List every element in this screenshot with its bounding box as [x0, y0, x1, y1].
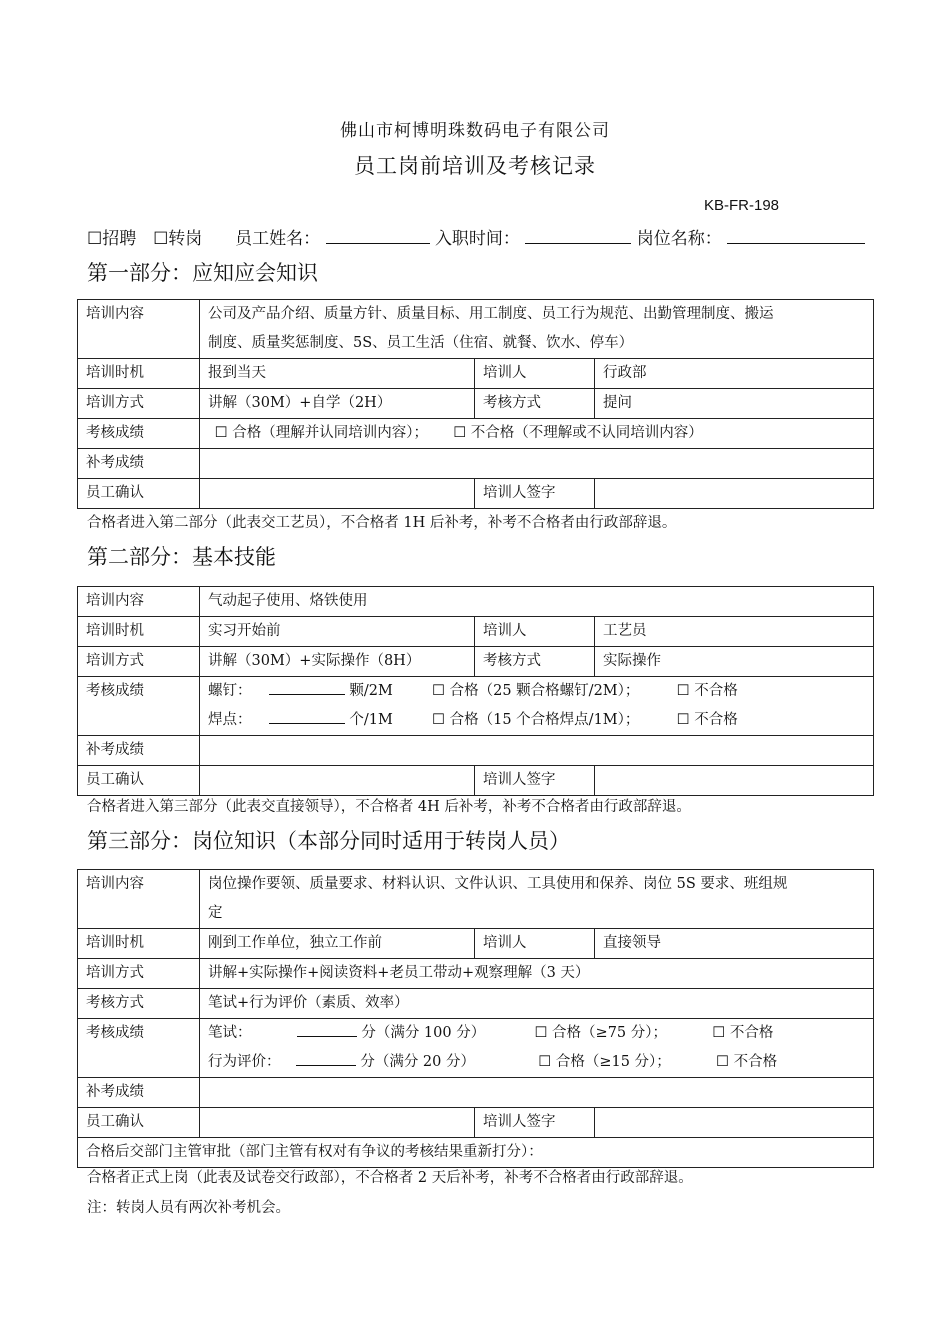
- cell-label: 培训内容: [78, 587, 200, 617]
- cell-value: [200, 1019, 874, 1078]
- form-code: KB-FR-198: [704, 197, 780, 214]
- behavior-unit: 分（满分 20 分）: [360, 1054, 475, 1070]
- cell-label: 考核方式: [475, 647, 595, 677]
- table-row: [78, 766, 874, 796]
- trainer-signature-field[interactable]: [595, 766, 874, 796]
- solder-label: 焊点：: [208, 712, 252, 728]
- cell-label: 培训时机: [78, 929, 200, 959]
- cell-label: 培训方式: [78, 959, 200, 989]
- cell-label: 员工确认: [78, 766, 200, 796]
- cell-label: 培训人签字: [475, 1108, 595, 1138]
- behavior-label: 行为评价：: [208, 1054, 281, 1070]
- solder-count-field[interactable]: [269, 709, 345, 724]
- cell-label: 考核成绩: [78, 419, 200, 449]
- screw-fail-checkbox[interactable]: ☐ 不合格: [676, 683, 738, 699]
- cell-value: 行政部: [595, 359, 874, 389]
- cell-value: [200, 300, 874, 359]
- cell-label: 补考成绩: [78, 736, 200, 766]
- solder-fail-checkbox[interactable]: ☐ 不合格: [676, 712, 738, 728]
- part3-heading: 第三部分：岗位知识（本部分同时适用于转岗人员）: [87, 829, 570, 853]
- table-row: [78, 1078, 874, 1108]
- cell-value: 工艺员: [595, 617, 874, 647]
- cell-label: 员工确认: [78, 479, 200, 509]
- table-row: [78, 647, 874, 677]
- part1-footnote: 合格者进入第二部分（此表交工艺员），不合格者 1H 后补考，补考不合格者由行政部辞退。: [87, 515, 677, 531]
- table-row: [78, 929, 874, 959]
- cell-value: 实习开始前: [200, 617, 475, 647]
- cell-value: 讲解（30M）+实际操作（8H）: [200, 647, 475, 677]
- retake-field[interactable]: [200, 449, 874, 479]
- table-row: [78, 989, 874, 1019]
- cell-value: 直接领导: [595, 929, 874, 959]
- cell-label: 考核成绩: [78, 1019, 200, 1078]
- solder-unit: 个/1M: [349, 712, 393, 728]
- cell-value: 刚到工作单位，独立工作前: [200, 929, 475, 959]
- table-row: [78, 677, 874, 736]
- table-row: [78, 300, 874, 359]
- employee-confirm-field[interactable]: [200, 766, 475, 796]
- cell-label: 培训内容: [78, 300, 200, 359]
- cell-value: 报到当天: [200, 359, 475, 389]
- screw-unit: 颗/2M: [349, 683, 393, 699]
- cell-label: 培训方式: [78, 647, 200, 677]
- part3-table: [77, 869, 874, 1168]
- cell-label: 补考成绩: [78, 1078, 200, 1108]
- solder-score-line: [208, 706, 865, 735]
- table-row: [78, 736, 874, 766]
- cell-label: 员工确认: [78, 1108, 200, 1138]
- employee-info-line: [87, 224, 865, 249]
- screw-label: 螺钉：: [208, 683, 252, 699]
- post-name-field[interactable]: [727, 229, 865, 244]
- recruit-checkbox[interactable]: ☐招聘: [87, 229, 137, 249]
- screw-score-line: [208, 677, 865, 706]
- cell-label: 培训人签字: [475, 766, 595, 796]
- part1-table: [77, 299, 874, 509]
- behavior-score-line: [208, 1048, 865, 1077]
- trainer-signature-field[interactable]: [595, 1108, 874, 1138]
- pass-checkbox[interactable]: ☐ 合格（理解并认同培训内容）；: [214, 425, 428, 441]
- table-row: [78, 449, 874, 479]
- trainer-signature-field[interactable]: [595, 479, 874, 509]
- cell-value: 实际操作: [595, 647, 874, 677]
- cell-value: [200, 870, 874, 929]
- cell-label: 培训人: [475, 359, 595, 389]
- written-pass-checkbox[interactable]: ☐ 合格（≥75 分）；: [534, 1025, 668, 1041]
- part2-heading: 第二部分：基本技能: [87, 545, 276, 569]
- cell-value: 笔试+行为评价（素质、效率）: [200, 989, 874, 1019]
- fail-checkbox[interactable]: ☐ 不合格（不理解或不认同培训内容）: [453, 425, 703, 441]
- post-name-label: 岗位名称：: [636, 229, 722, 249]
- cell-value: 气动起子使用、烙铁使用: [200, 587, 874, 617]
- screw-count-field[interactable]: [269, 680, 345, 695]
- cell-label: 培训人: [475, 929, 595, 959]
- transfer-note: 注：转岗人员有两次补考机会。: [87, 1200, 290, 1216]
- cell-label: 考核成绩: [78, 677, 200, 736]
- table-row: [78, 1138, 874, 1168]
- table-row: [78, 870, 874, 929]
- behavior-fail-checkbox[interactable]: ☐ 不合格: [716, 1054, 778, 1070]
- table-row: [78, 959, 874, 989]
- table-row: [78, 359, 874, 389]
- table-row: [78, 1108, 874, 1138]
- employee-name-label: 员工姓名：: [235, 229, 321, 249]
- cell-label: 补考成绩: [78, 449, 200, 479]
- behavior-score-field[interactable]: [296, 1051, 356, 1066]
- table-row: [78, 419, 874, 449]
- cell-value: 讲解+实际操作+阅读资料+老员工带动+观察理解（3 天）: [200, 959, 874, 989]
- cell-label: 培训人签字: [475, 479, 595, 509]
- cell-label: 培训内容: [78, 870, 200, 929]
- retake-field[interactable]: [200, 1078, 874, 1108]
- content-line: 定: [208, 905, 223, 921]
- cell-value: 讲解（30M）+自学（2H）: [200, 389, 475, 419]
- part3-footnote: 合格者正式上岗（此表及试卷交行政部），不合格者 2 天后补考，补考不合格者由行政部辞退。: [87, 1170, 693, 1186]
- table-row: [78, 587, 874, 617]
- written-score-field[interactable]: [297, 1022, 357, 1037]
- written-score-line: [208, 1019, 865, 1048]
- part2-table: [77, 586, 874, 796]
- part1-heading: 第一部分：应知应会知识: [87, 261, 318, 285]
- table-row: [78, 479, 874, 509]
- cell-label: 培训方式: [78, 389, 200, 419]
- entry-date-field[interactable]: [525, 229, 631, 244]
- cell-label: 考核方式: [475, 389, 595, 419]
- content-line: 公司及产品介绍、质量方针、质量目标、用工制度、员工行为规范、出勤管理制度、搬运: [208, 306, 774, 322]
- cell-label: 培训时机: [78, 359, 200, 389]
- table-row: [78, 389, 874, 419]
- cell-label: 培训时机: [78, 617, 200, 647]
- transfer-checkbox[interactable]: ☐转岗: [153, 229, 203, 249]
- form-title: 员工岗前培训及考核记录: [354, 154, 596, 178]
- cell-value: 提问: [595, 389, 874, 419]
- part2-footnote: 合格者进入第三部分（此表交直接领导），不合格者 4H 后补考，补考不合格者由行政部辞退。: [87, 799, 691, 815]
- manager-approval-field[interactable]: 合格后交部门主管审批（部门主管有权对有争议的考核结果重新打分）：: [78, 1138, 874, 1168]
- behavior-pass-checkbox[interactable]: ☐ 合格（≥15 分）；: [538, 1054, 671, 1070]
- written-fail-checkbox[interactable]: ☐ 不合格: [712, 1025, 774, 1041]
- written-unit: 分（满分 100 分）: [361, 1025, 486, 1041]
- employee-confirm-field[interactable]: [200, 479, 475, 509]
- cell-label: 培训人: [475, 617, 595, 647]
- retake-field[interactable]: [200, 736, 874, 766]
- employee-name-field[interactable]: [326, 229, 430, 244]
- content-line: 制度、质量奖惩制度、5S、员工生活（住宿、就餐、饮水、停车）: [208, 335, 634, 351]
- solder-pass-checkbox[interactable]: ☐ 合格（15 个合格焊点/1M）；: [432, 712, 640, 728]
- cell-value: [200, 677, 874, 736]
- company-name: 佛山市柯博明珠数码电子有限公司: [340, 121, 610, 141]
- table-row: [78, 617, 874, 647]
- employee-confirm-field[interactable]: [200, 1108, 475, 1138]
- cell-value: [200, 419, 874, 449]
- table-row: [78, 1019, 874, 1078]
- cell-label: 考核方式: [78, 989, 200, 1019]
- screw-pass-checkbox[interactable]: ☐ 合格（25 颗合格螺钉/2M）；: [432, 683, 640, 699]
- content-line: 岗位操作要领、质量要求、材料认识、文件认识、工具使用和保养、岗位 5S 要求、班组规: [208, 876, 788, 892]
- entry-date-label: 入职时间：: [434, 229, 520, 249]
- written-label: 笔试：: [208, 1025, 252, 1041]
